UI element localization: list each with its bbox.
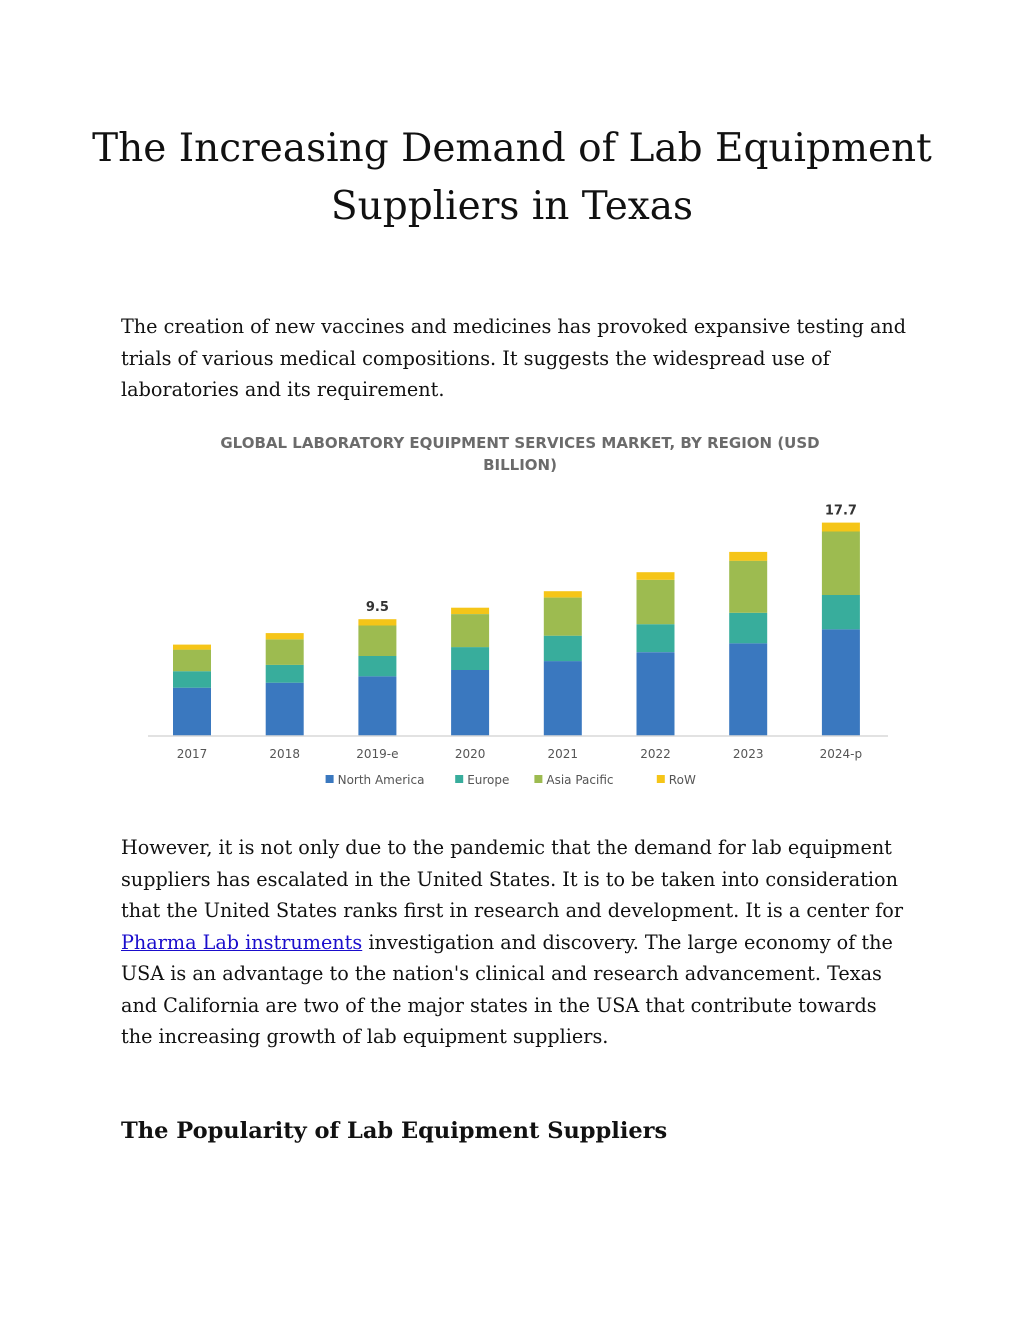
bar-north-america-2023 [729,643,767,736]
paragraph-text-before-link: However, it is not only due to the pandemic that the demand for lab equipment suppliers has escalated in the United States. It is to be taken into consideration that the United States ranks first in research and development. It is a center for [121,836,903,922]
x-tick-label: 2017 [176,747,208,761]
title-line-1: The Increasing Demand of Lab Equipment [92,126,932,171]
legend-label-row: RoW [668,773,696,787]
bar-asia-pacific-2023 [729,561,767,613]
market-chart [140,422,900,802]
title-line-2: Suppliers in Texas [330,184,694,229]
bar-north-america-2017 [173,688,211,736]
bar-asia-pacific-2018 [266,640,304,665]
bar-europe-2022 [637,624,675,652]
bar-row-2023 [729,552,767,561]
bar-europe-2017 [173,671,211,688]
legend-swatch-asia-pacific [534,775,542,783]
bar-row-2019-e [358,619,396,625]
bar-europe-2018 [266,665,304,683]
intro-paragraph: The creation of new vaccines and medicines has provoked expansive testing and trials of various medical compositions. It suggests the widespread use of laboratories and its requirement. [121,315,907,401]
chart-title-line-1: GLOBAL LABORATORY EQUIPMENT SERVICES MARKET, BY REGION (USD [220,434,820,452]
chart-svg [140,422,900,802]
page-title [80,120,944,236]
total-label-2024-p: 17.7 [824,503,857,519]
bar-europe-2019-e [358,656,396,676]
x-axis-ticks [177,747,862,761]
total-labels [366,504,857,616]
bar-row-2021 [544,591,582,597]
bar-row-2020 [451,608,489,614]
bar-europe-2021 [544,636,582,661]
bar-row-2024-p [822,523,860,532]
bar-north-america-2022 [637,652,675,736]
paragraph-text-after-link: investigation and discovery. The large economy of the USA is an advantage to the nation's clinical and research advancement. Texas and California are two of the major states in the USA that contribute towards the increasing growth of lab equipment suppliers. [121,930,893,1048]
bar-north-america-2021 [544,661,582,736]
bar-europe-2020 [451,647,489,670]
bar-europe-2024-p [822,595,860,629]
x-tick-label: 2023 [732,747,764,761]
bar-asia-pacific-2021 [544,598,582,636]
legend-label-europe: Europe [467,773,510,787]
x-tick-label: 2024-p [819,747,863,761]
x-tick-label: 2018 [269,747,300,761]
total-label-2019-e: 9.5 [365,600,389,616]
bar-row-2022 [637,572,675,580]
bar-asia-pacific-2020 [451,614,489,647]
x-tick-label: 2021 [547,747,579,761]
legend-swatch-north-america [326,775,334,783]
bar-asia-pacific-2019-e [358,626,396,657]
bar-north-america-2020 [451,670,489,736]
chart-title-line-2: BILLION) [483,456,557,474]
section-heading: The Popularity of Lab Equipment Suppliers [121,1118,668,1144]
bar-asia-pacific-2022 [637,580,675,624]
bar-row-2018 [266,633,304,639]
bar-europe-2023 [729,613,767,644]
pharma-lab-instruments-link[interactable]: Pharma Lab instruments [121,930,363,954]
legend-label-asia-pacific: Asia Pacific [546,773,614,787]
legend-swatch-europe [455,775,463,783]
bar-north-america-2018 [266,683,304,736]
bar-asia-pacific-2024-p [822,532,860,596]
legend-swatch-row [657,775,665,783]
chart-bars [173,523,860,736]
body-paragraph [121,832,911,1053]
chart-legend [326,773,696,787]
bar-north-america-2024-p [822,629,860,736]
bar-row-2017 [173,645,211,650]
bar-north-america-2019-e [358,676,396,736]
legend-label-north-america: North America [337,773,425,787]
bar-asia-pacific-2017 [173,650,211,672]
x-tick-label: 2022 [640,747,671,761]
x-tick-label: 2019-e [356,747,399,761]
x-tick-label: 2020 [454,747,486,761]
